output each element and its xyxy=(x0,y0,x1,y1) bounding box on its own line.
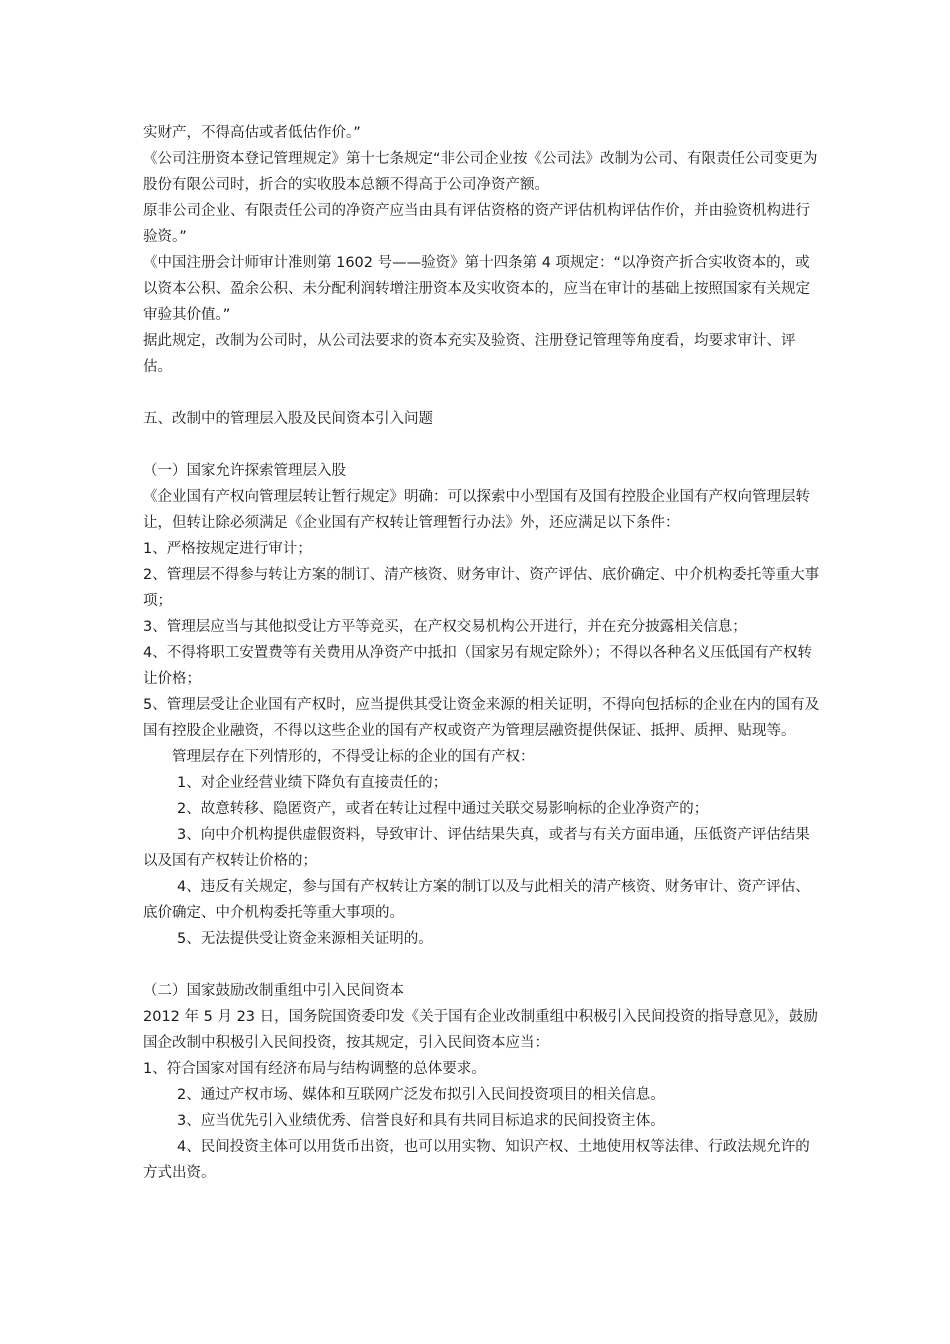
blank-line xyxy=(143,380,823,406)
list-item: 5、管理层受让企业国有产权时，应当提供其受让资金来源的相关证明，不得向包括标的企业在内的国有及国有控股企业融资，不得以这些企业的国有产权或资产为管理层融资提供保证、抵押、质押、贴现等。 xyxy=(143,697,820,739)
list-item: 3、应当优先引入业绩优秀、信誉良好和具有共同目标追求的民间投资主体。 xyxy=(177,1113,665,1129)
paragraph: 《公司注册资本登记管理规定》第十七条规定“非公司企业按《公司法》改制为公司、有限责任公司变更为股份有限公司时，折合的实收股本总额不得高于公司净资产额。 xyxy=(143,151,818,193)
list-item: 2、故意转移、隐匿资产，或者在转让过程中通过关联交易影响标的企业净资产的； xyxy=(177,801,709,817)
blank-line xyxy=(143,952,823,978)
paragraph: 管理层存在下列情形的，不得受让标的企业的国有产权： xyxy=(172,749,535,765)
subsection-heading: （一）国家允许探索管理层入股 xyxy=(143,463,346,479)
list-item: 1、严格按规定进行审计； xyxy=(143,541,312,557)
paragraph: 实财产，不得高估或者低估作价。” xyxy=(143,125,361,141)
blank-line xyxy=(143,432,823,458)
list-item: 4、民间投资主体可以用货币出资，也可以用实物、知识产权、土地使用权等法律、行政法规允许的方式出资。 xyxy=(143,1139,810,1181)
section-heading: 五、改制中的管理层入股及民间资本引入问题 xyxy=(143,411,433,427)
paragraph: 《企业国有产权向管理层转让暂行规定》明确：可以探索中小型国有及国有控股企业国有产权向管理层转让，但转让除必须满足《企业国有产权转让管理暂行办法》外，还应满足以下条件： xyxy=(143,489,810,531)
list-item: 1、符合国家对国有经济布局与结构调整的总体要求。 xyxy=(143,1061,486,1077)
list-item: 2、通过产权市场、媒体和互联网广泛发布拟引入民间投资项目的相关信息。 xyxy=(177,1087,665,1103)
list-item: 3、管理层应当与其他拟受让方平等竞买，在产权交易机构公开进行，并在充分披露相关信息； xyxy=(143,619,747,635)
subsection-heading: （二）国家鼓励改制重组中引入民间资本 xyxy=(143,983,404,999)
list-item: 2、管理层不得参与转让方案的制订、清产核资、财务审计、资产评估、底价确定、中介机构委托等重大事项； xyxy=(143,567,820,609)
paragraph: 2012 年 5 月 23 日，国务院国资委印发《关于国有企业改制重组中积极引入民间投资的指导意见》，鼓励国企改制中积极引入民间投资，按其规定，引入民间资本应当： xyxy=(143,1009,818,1051)
paragraph: 原非公司企业、有限责任公司的净资产应当由具有评估资格的资产评估机构评估作价，并由验资机构进行验资。” xyxy=(143,203,810,245)
list-item: 1、对企业经营业绩下降负有直接责任的； xyxy=(177,775,448,791)
list-item: 4、不得将职工安置费等有关费用从净资产中抵扣（国家另有规定除外）；不得以各种名义压低国有产权转让价格； xyxy=(143,645,812,687)
list-item: 5、无法提供受让资金来源相关证明的。 xyxy=(177,931,433,947)
paragraph: 《中国注册会计师审计准则第 1602 号——验资》第十四条第 4 项规定：“以净资产折合实收资本的，或以资本公积、盈余公积、未分配利润转增注册资本及实收资本的，应当在审计的基础上按照国家有关规定审验其价值。” xyxy=(143,255,810,323)
list-item: 3、向中介机构提供虚假资料，导致审计、评估结果失真，或者与有关方面串通，压低资产评估结果以及国有产权转让价格的； xyxy=(143,827,810,869)
document-body xyxy=(143,120,823,1186)
paragraph: 据此规定，改制为公司时，从公司法要求的资本充实及验资、注册登记管理等角度看，均要求审计、评估。 xyxy=(143,333,796,375)
list-item: 4、违反有关规定，参与国有产权转让方案的制订以及与此相关的清产核资、财务审计、资产评估、底价确定、中介机构委托等重大事项的。 xyxy=(143,879,810,921)
